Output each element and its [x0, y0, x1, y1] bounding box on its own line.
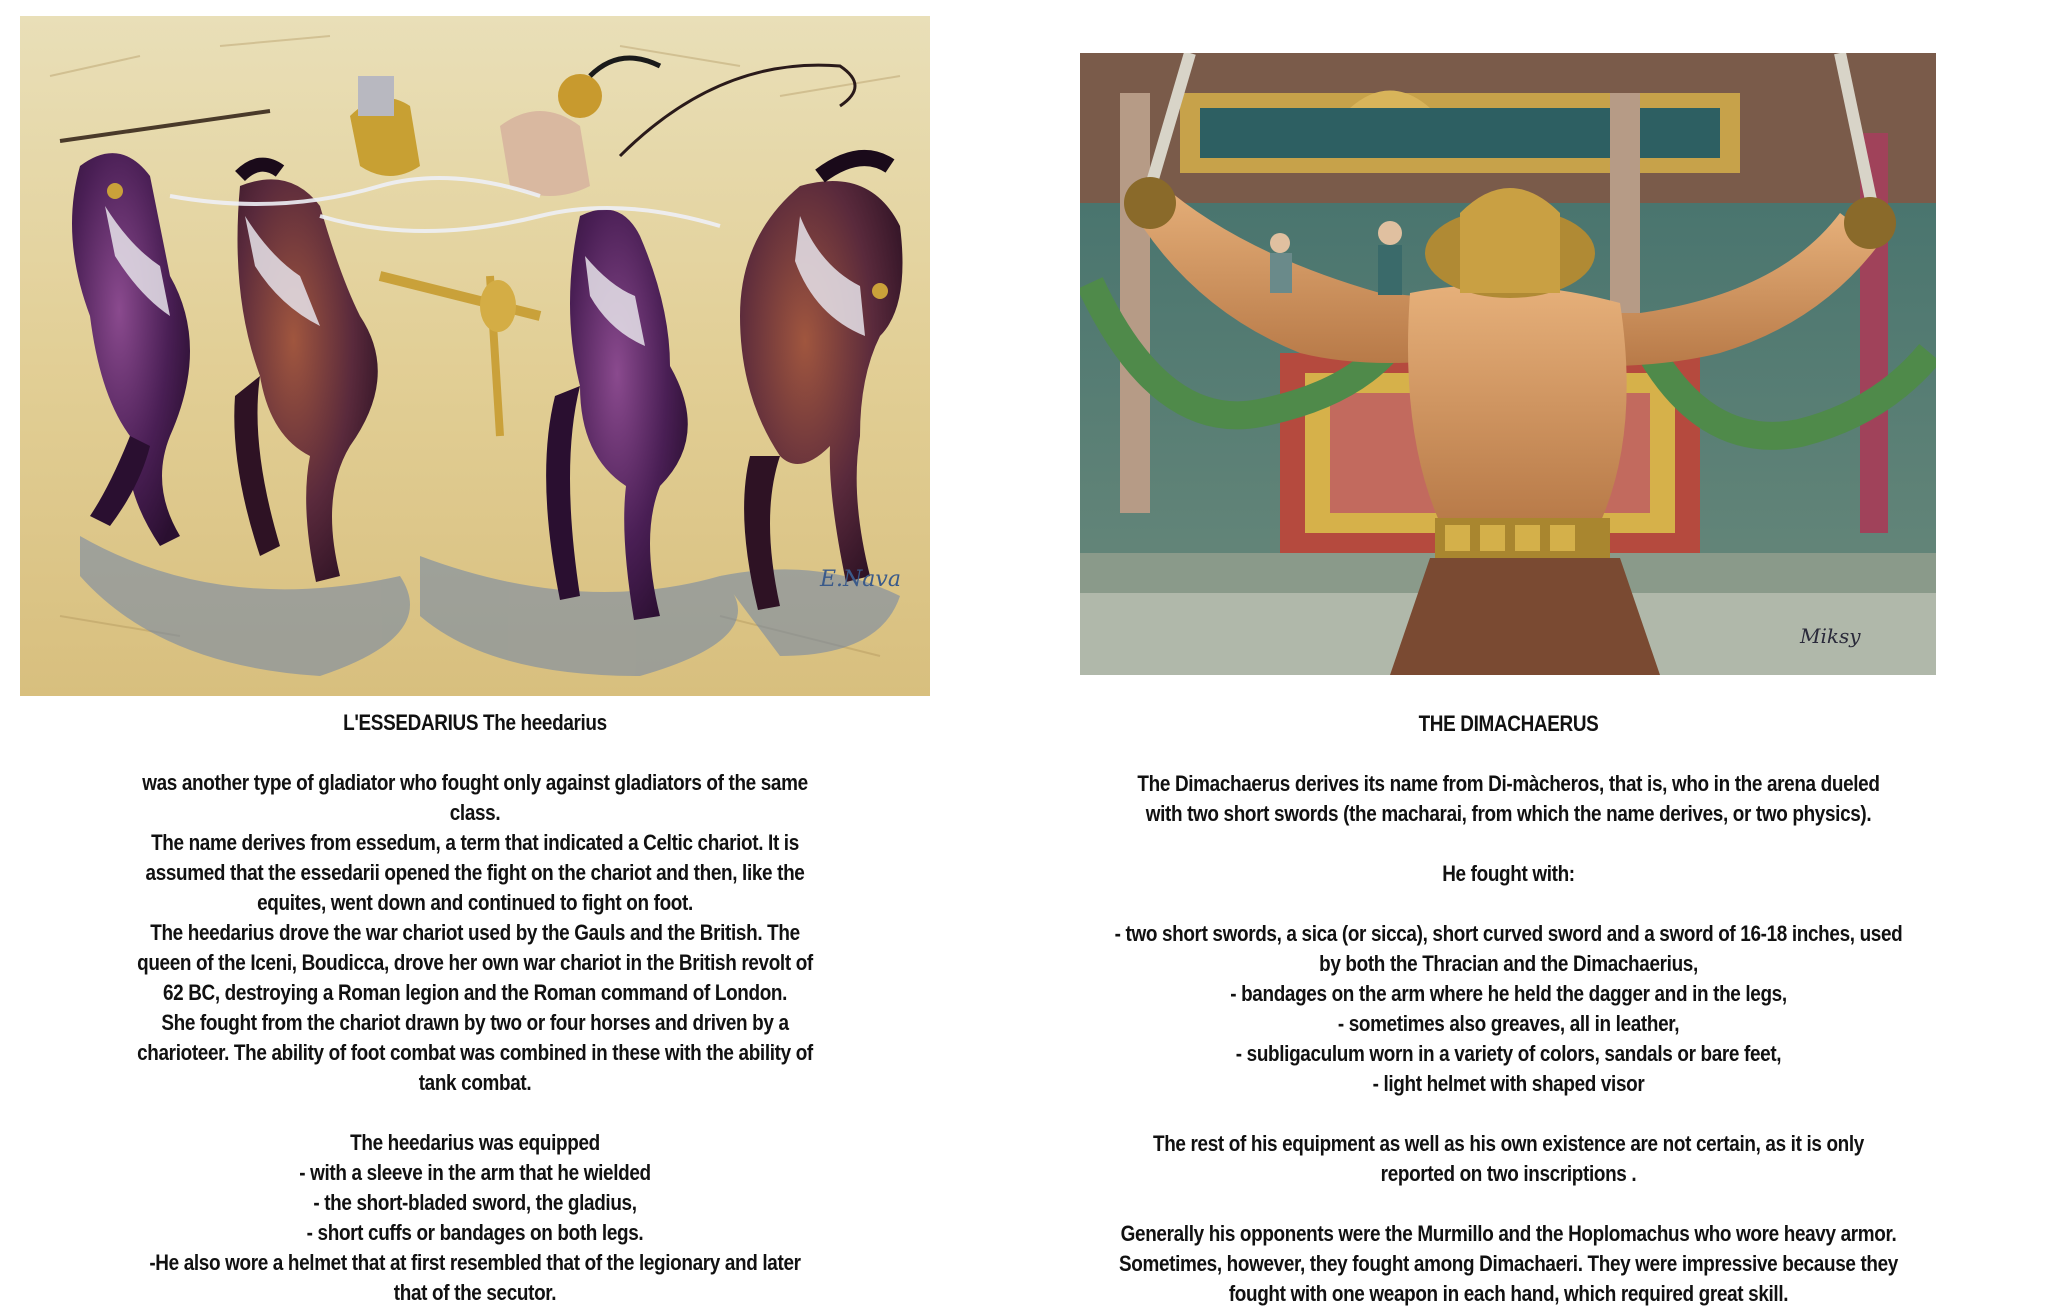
text-line: 62 BC, destroying a Roman legion and the Roman command of London. — [162, 980, 788, 1005]
text-line: charioteer. The ability of foot combat was combined in these with the ability of — [137, 1040, 813, 1065]
list-item: - with a sleeve in the arm that he wielded — [299, 1160, 651, 1185]
list-item: -He also wore a helmet that at first resembled that of the legionary and later — [149, 1250, 801, 1275]
text-line: The name derives from essedum, a term that indicated a Celtic chariot. It is — [151, 830, 799, 855]
dimachaerus-equipment-list — [1071, 919, 1946, 1099]
list-item: - the short-bladed sword, the gladius, — [313, 1190, 637, 1215]
list-item: by both the Thracian and the Dimachaerius, — [1319, 951, 1698, 976]
text-line: The Dimachaerus derives its name from Di-màcheros, that is, who in the arena dueled — [1137, 771, 1880, 796]
essedarius-paragraph-1 — [24, 768, 927, 1098]
list-item: - light helmet with shaped visor — [1372, 1071, 1645, 1096]
dimachaerus-paragraph-4 — [1071, 1129, 1946, 1189]
right-signature: Miksy — [1800, 624, 1861, 648]
dimachaerus-paragraph-5 — [1071, 1219, 1946, 1308]
left-signature: E.Nava — [820, 567, 901, 592]
essedarius-equipment-list — [24, 1128, 927, 1308]
text-line: assumed that the essedarii opened the fight on the chariot and then, like the — [145, 860, 805, 885]
text-line: reported on two inscriptions . — [1380, 1161, 1637, 1186]
dimachaerus-paragraph-2 — [1071, 859, 1946, 889]
text-line: tank combat. — [418, 1070, 532, 1095]
text-line: He fought with: — [1442, 861, 1575, 886]
essedarius-heading: L'ESSEDARIUS The heedarius — [343, 710, 607, 735]
list-item: - sometimes also greaves, all in leather, — [1337, 1011, 1680, 1036]
essedarius-text-column — [24, 708, 927, 1308]
dimachaerus-text-column — [1071, 709, 1946, 1308]
text-line: Sometimes, however, they fought among Dimachaeri. They were impressive because they — [1119, 1251, 1898, 1276]
dimachaerus-illustration — [1080, 53, 1936, 675]
list-item: - short cuffs or bandages on both legs. — [306, 1220, 644, 1245]
dimachaerus-heading: THE DIMACHAERUS — [1418, 711, 1599, 736]
text-line: The rest of his equipment as well as his own existence are not certain, as it is only — [1153, 1131, 1864, 1156]
text-line: queen of the Iceni, Boudicca, drove her own war chariot in the British revolt of — [137, 950, 813, 975]
list-item: - two short swords, a sica (or sicca), short curved sword and a sword of 16-18 inches, used — [1114, 921, 1903, 946]
text-line: equites, went down and continued to fight on foot. — [257, 890, 693, 915]
list-item: - subligaculum worn in a variety of colors, sandals or bare feet, — [1235, 1041, 1782, 1066]
text-line: with two short swords (the macharai, from which the name derives, or two physics). — [1145, 801, 1872, 826]
text-line: The heedarius drove the war chariot used by the Gauls and the British. The — [150, 920, 800, 945]
dimachaerus-paragraph-1 — [1071, 769, 1946, 829]
text-line: The heedarius was equipped — [350, 1130, 600, 1155]
text-line: fought with one weapon in each hand, which required great skill. — [1228, 1281, 1789, 1306]
text-line: Generally his opponents were the Murmillo and the Hoplomachus who wore heavy armor. — [1120, 1221, 1897, 1246]
list-item: - bandages on the arm where he held the dagger and in the legs, — [1230, 981, 1787, 1006]
list-item: that of the secutor. — [393, 1280, 557, 1305]
text-line: class. — [449, 800, 501, 825]
text-line: She fought from the chariot drawn by two or four horses and driven by a — [161, 1010, 789, 1035]
text-line: was another type of gladiator who fought only against gladiators of the same — [142, 770, 808, 795]
essedarius-chariot-painting — [20, 16, 930, 696]
